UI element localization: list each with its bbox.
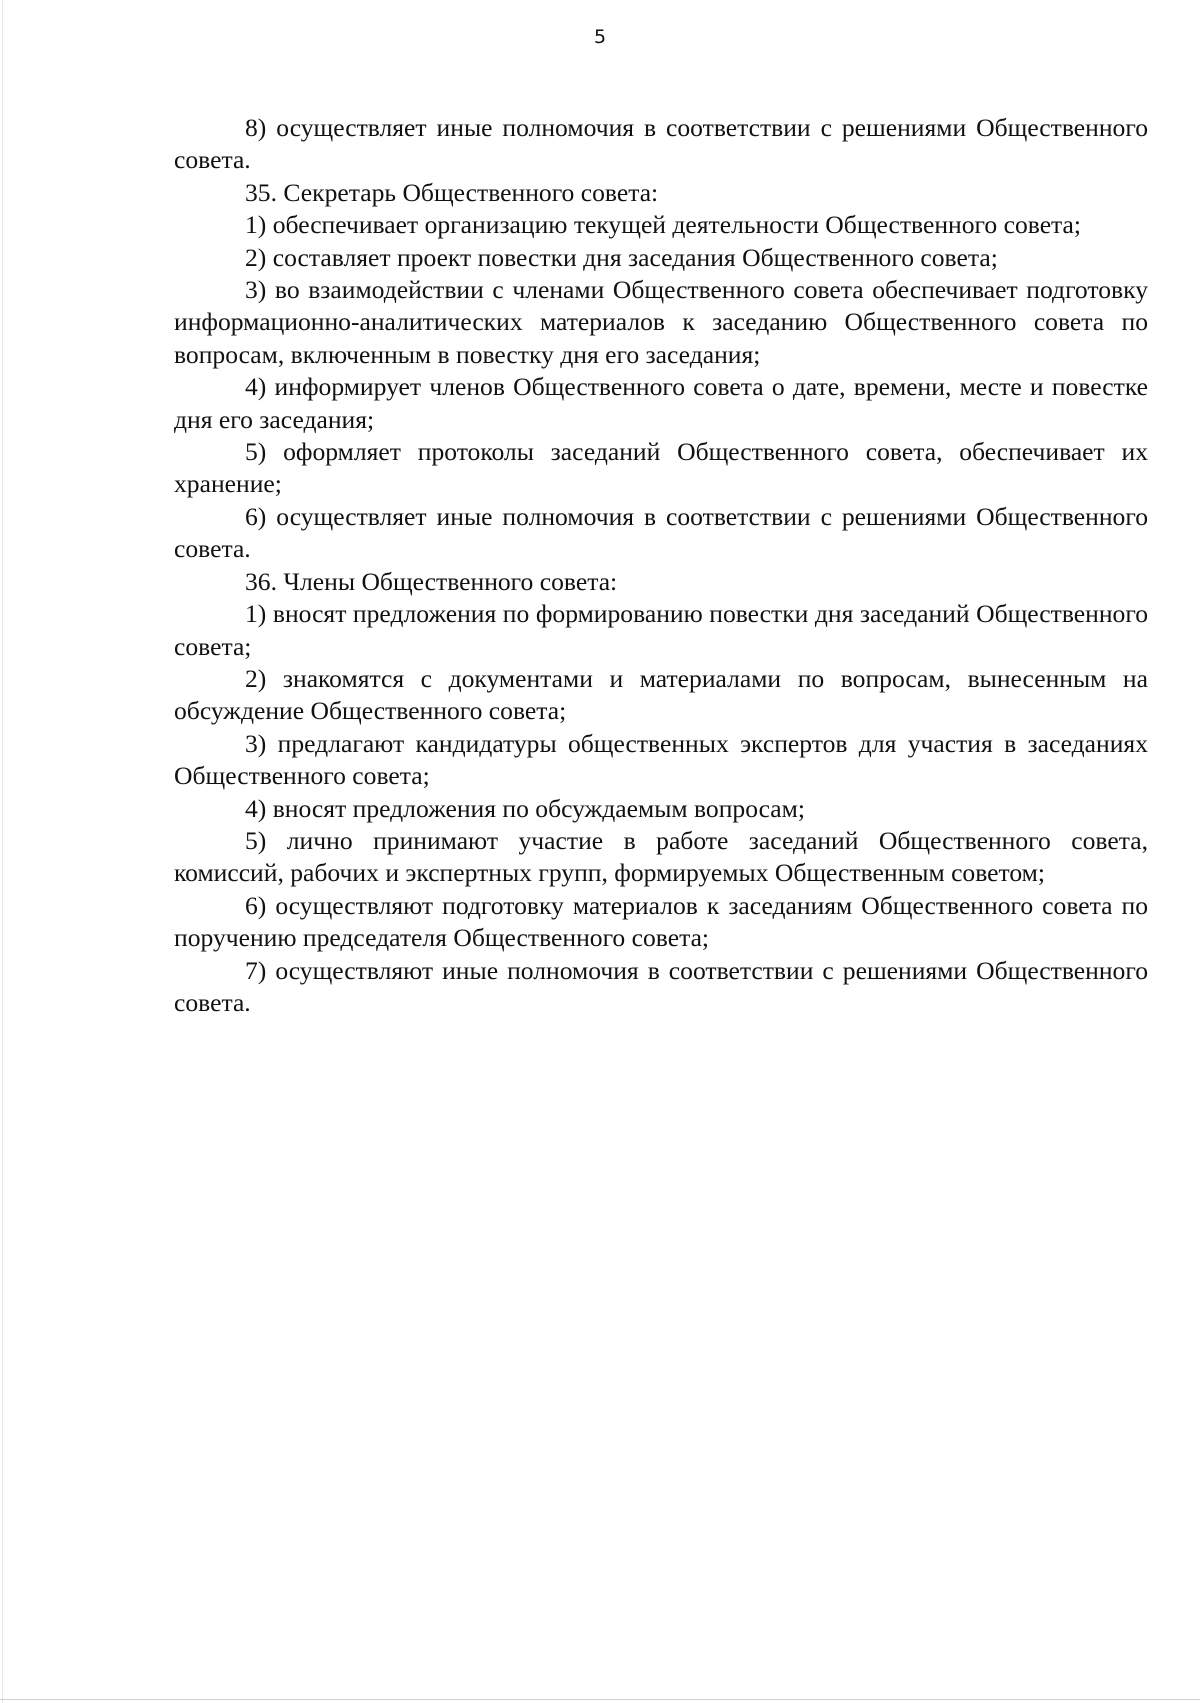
paragraph-secretary-2: 2) составляет проект повестки дня заседания Общественного совета; — [245, 242, 998, 272]
paragraph-members-2: 2) знакомятся с документами и материалами по вопросам, вынесенным на обсуждение Общественного совета; — [174, 663, 1148, 726]
paragraph-section-35: 35. Секретарь Общественного совета: — [245, 177, 659, 207]
paragraph-secretary-3: 3) во взаимодействии с членами Общественного совета обеспечивает подготовку информационно-аналитических материалов к заседанию Общественного совета по вопросам, включенным в повестку дня его заседания; — [174, 275, 1148, 369]
paragraph-members-5: 5) лично принимают участие в работе заседаний Общественного совета, комиссий, рабочих и экспертных групп, формируемых Общественным советом; — [174, 825, 1148, 888]
document-body — [174, 112, 1148, 1019]
paragraph-secretary-1: 1) обеспечивает организацию текущей деятельности Общественного совета; — [245, 210, 1082, 240]
paragraph-secretary-6: 6) осуществляет иные полномочия в соответствии с решениями Общественного совета. — [174, 501, 1148, 564]
paragraph-members-3: 3) предлагают кандидатуры общественных экспертов для участия в заседаниях Общественного совета; — [174, 728, 1148, 791]
paragraph-members-6: 6) осуществляют подготовку материалов к заседаниям Общественного совета по поручению председателя Общественного совета; — [174, 890, 1148, 953]
paragraph-secretary-4: 4) информирует членов Общественного совета о дате, времени, месте и повестке дня его заседания; — [174, 372, 1148, 434]
paragraph-secretary-5: 5) оформляет протоколы заседаний Общественного совета, обеспечивает их хранение; — [174, 437, 1148, 499]
paragraph-section-36: 36. Члены Общественного совета: — [245, 566, 618, 596]
scan-edge-left — [2, 0, 3, 1703]
paragraph-members-7: 7) осуществляют иные полномочия в соответствии с решениями Общественного совета. — [174, 955, 1148, 1017]
paragraph-members-4: 4) вносят предложения по обсуждаемым вопросам; — [245, 793, 805, 823]
scan-edge-bottom — [0, 1699, 1200, 1700]
paragraph-members-1: 1) вносят предложения по формированию повестки дня заседаний Общественного совета; — [174, 599, 1148, 661]
paragraph-item-8: 8) осуществляет иные полномочия в соответствии с решениями Общественного совета. — [174, 113, 1148, 175]
page-number: 5 — [593, 26, 607, 48]
